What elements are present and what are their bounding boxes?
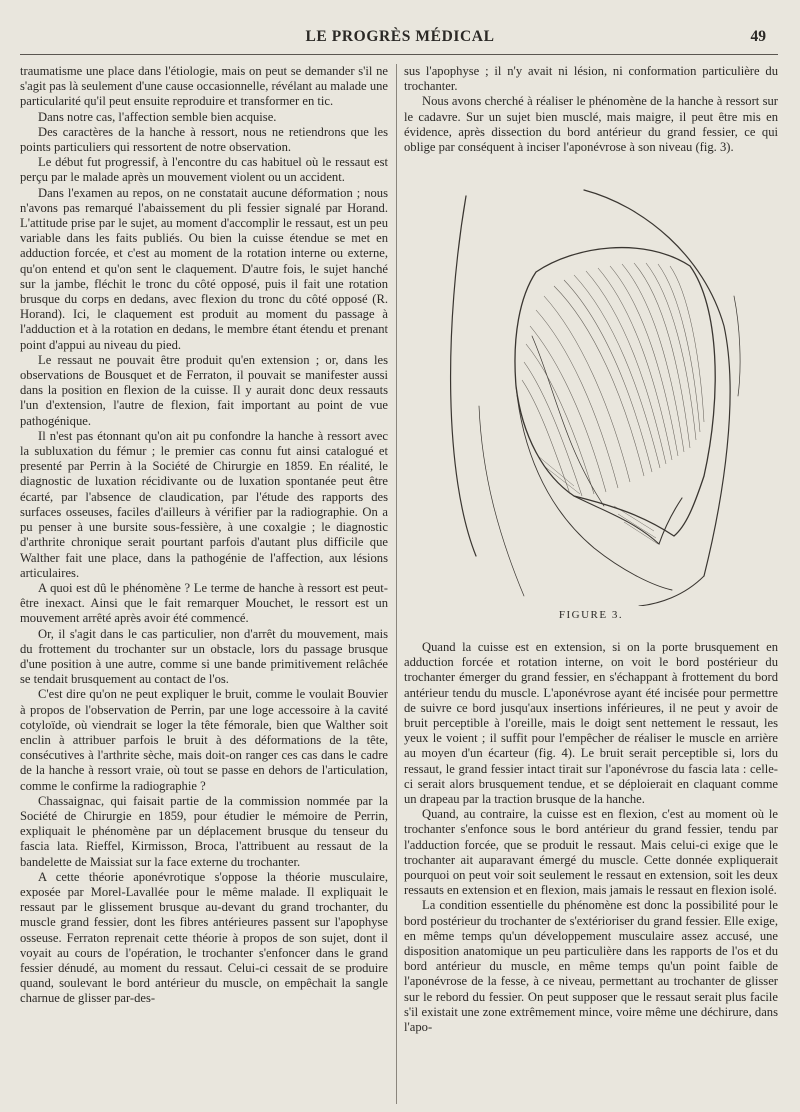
paragraph: Dans l'examen au repos, on ne constatait aucune déformation ; nous n'avons pas remarqué l'abaissement du pli fessier signalé par Horand. L'attitude prise par le sujet, au moment d'accomplir le ressaut, est un peu variable dans les faits publiés. Ou bien la cuisse étendue se met en adduction forcée, et c'est au moment de la rotation interne ou externe, qu'on entend et qu'on sent le claquement. D'autre fois, le sujet hanché sur la jambe, fléchit le tronc du côté opposé, puis il fait une rotation brusque du corps en dedans, avec flexion du tronc du côté opposé (R. Horand). Ici, le claquement est produit au moment du passage à l'adduction et à la rotation en dedans, le membre étant étendu et prenant point d'appui au niveau du pied. <box>20 185 388 352</box>
paragraph: Or, il s'agit dans le cas particulier, non d'arrêt du mouvement, mais du frottement du trochanter sur un obstacle, lors du passage brusque d'une position à une autre, comme si une bande primitivement relâchée se tendait brusquement au contact de l'os. <box>20 626 388 687</box>
paragraph: Le ressaut ne pouvait être produit qu'en extension ; or, dans les observations de Bousquet et de Ferraton, il pouvait se manifester aussi dans la position en flexion de la cuisse. Il y aurait donc deux ressauts l'un d'extension, l'autre de flexion, fait important au point de vue pathogénique. <box>20 352 388 428</box>
paragraph: Il n'est pas étonnant qu'on ait pu confondre la hanche à ressort avec la subluxation du fémur ; le premier cas connu fut ainsi catalogué et presenté par Perrin à la Société de Chirurgie en 1859. En réalité, le diagnostic de luxation récidivante ou de luxation spontanée peut être écarté, par l'absence de claudication, par l'étude des rapports des surfaces osseuses, faciles d'ailleurs à vérifier par la radiographie. On a pu penser à une bursite sous-fessière, à une coxalgie ; le diagnostic d'arthrite chronique serait pourtant parfois d'autant plus difficile que Walther fait une place, dans la pathogénie de l'affection, aux lésions articulaires. <box>20 428 388 580</box>
page-header <box>0 28 800 48</box>
left-column <box>20 64 388 1104</box>
paragraph: Des caractères de la hanche à ressort, nous ne retiendrons que les points particuliers qui ressortent de notre observation. <box>20 124 388 155</box>
paragraph: Le début fut progressif, à l'encontre du cas habituel où le ressaut est perçu par le malade après un mouvement violent ou un accident. <box>20 155 388 185</box>
paragraph: C'est dire qu'on ne peut expliquer le bruit, comme le voulait Bouvier à propos de l'observation de Perrin, par une loge accessoire à la cavité cotyloïde, où viendrait se loger la tête fémorale, bien que Walther soit enclin à attribuer parfois le bruit à des déformations de la tête, consécutives à l'arthrite sèche, mais doit-on ranger ces cas dans le cadre de la hanche à ressort vraie, où tout se passe en dehors de l'articulation, comme le confirme la radiographie ? <box>20 687 388 793</box>
figure-3 <box>404 176 778 626</box>
paragraph: A quoi est dû le phénomène ? Le terme de hanche à ressort est peut-être inexact. Ainsi que le fait remarquer Mouchet, le ressort est un mouvement arrêté après avoir été commencé. <box>20 580 388 626</box>
paragraph: Chassaignac, qui faisait partie de la commission nommée par la Société de Chirurgie en 1859, pour étudier le mémoire de Perrin, expliquait le phénomène par un déplacement brusque du tenseur du fascia lata. Rieffel, Kirmisson, Broca, l'attribuent au ressaut de la bandelette de Maissiat sur la face externe du trochanter. <box>20 793 388 869</box>
paragraph: Nous avons cherché à réaliser le phénomène de la hanche à ressort sur le cadavre. Sur un sujet bien musclé, mais maigre, il peut être mis en évidence, après dissection du bord antérieur du grand fessier, ce qui oblige par conséquent à inciser l'aponévrose à son niveau (fig. 3). <box>404 94 778 155</box>
column-divider <box>396 64 397 1104</box>
paragraph: sus l'apophyse ; il n'y avait ni lésion, ni conformation particulière du trochanter. <box>404 64 778 94</box>
paragraph: Quand, au contraire, la cuisse est en flexion, c'est au moment où le trochanter s'enfonce sous le bord antérieur du grand fessier, tendu par l'adduction forcée, que se produit le ressaut. Mais celui-ci exige que le trochanter ait auparavant émergé du muscle. Cette donnée expliquerait pourquoi on peut voir soit seulement le ressaut en extension, soit les deux ressauts en extension et en flexion, mais jamais le ressaut en flexion isolé. <box>404 807 778 898</box>
anatomical-illustration <box>404 176 778 606</box>
right-column-top <box>404 64 778 182</box>
paragraph: Quand la cuisse est en extension, si on la porte brusquement en adduction forcée et rotation interne, on voit le bord postérieur du trochanter émerger du grand fessier, en s'échappant à frottement du bord antérieur tendu du muscle. L'aponévrose ayant été incisée pour permettre de suivre ce bord jusqu'aux insertions inférieures, il ne peut y avoir de bruit perceptible à l'oreille, mais le doigt sent nettement le ressaut, les yeux le voient ; il suffit pour l'empêcher de réaliser le muscle en arrière au moyen d'un écarteur (fig. 4). Le bruit serait perceptible si, lors du ressaut, le grand fessier intact tirait sur l'aponévrose du fascia lata : celle-ci serait alors brusquement tendue, et se déploierait en claquant comme un drapeau par la traction brusque de la hanche. <box>404 640 778 807</box>
paragraph: A cette théorie aponévrotique s'oppose la théorie musculaire, exposée par Morel-Lavallée pour le même malade. Il expliquait le ressaut par le glissement brusque au-devant du grand trochanter, du muscle grand fessier, dont les fibres antérieures passent sur l'apophyse osseuse. Ferraton reprenait cette théorie à propos de son sujet, dont il voyait au cours de l'opération, le trochanter s'enfoncer dans le grand fessier dénudé, au moment du ressaut. Celui-ci cessait de se produire quand, soulevant le bord antérieur du muscle, on empêchait la sangle charnue de glisser par-des- <box>20 869 388 1006</box>
paragraph: Dans notre cas, l'affection semble bien acquise. <box>38 109 277 124</box>
paragraph: traumatisme une place dans l'étiologie, mais on peut se demander s'il ne s'agit pas là seulement d'une cause occasionnelle, révélant au malade une particularité qu'il peut ensuite reproduire et transformer en tic. <box>20 64 388 109</box>
figure-caption: FIGURE 3. <box>558 609 624 621</box>
right-column-bottom <box>404 640 778 1106</box>
page-number: 49 <box>750 28 766 45</box>
paragraph: La condition essentielle du phénomène est donc la possibilité pour le bord postérieur du trochanter de s'extérioriser du grand fessier. Elle exige, en même temps qu'un développement musculaire assez accusé, une disposition anatomique un peu particulière dans les rapports de l'os et du bord antérieur du muscle, en même temps qu'un point faible de l'aponévrose de la fesse, à ce niveau, permettant au trochanter de glisser sur le rebord du fessier. On peut supposer que le ressaut serait plus facile s'il existait une zone extrêmement mince, voire même une déchirure, dans l'apo- <box>404 898 778 1035</box>
header-rule <box>20 54 778 55</box>
running-title: LE PROGRÈS MÉDICAL <box>305 28 495 45</box>
